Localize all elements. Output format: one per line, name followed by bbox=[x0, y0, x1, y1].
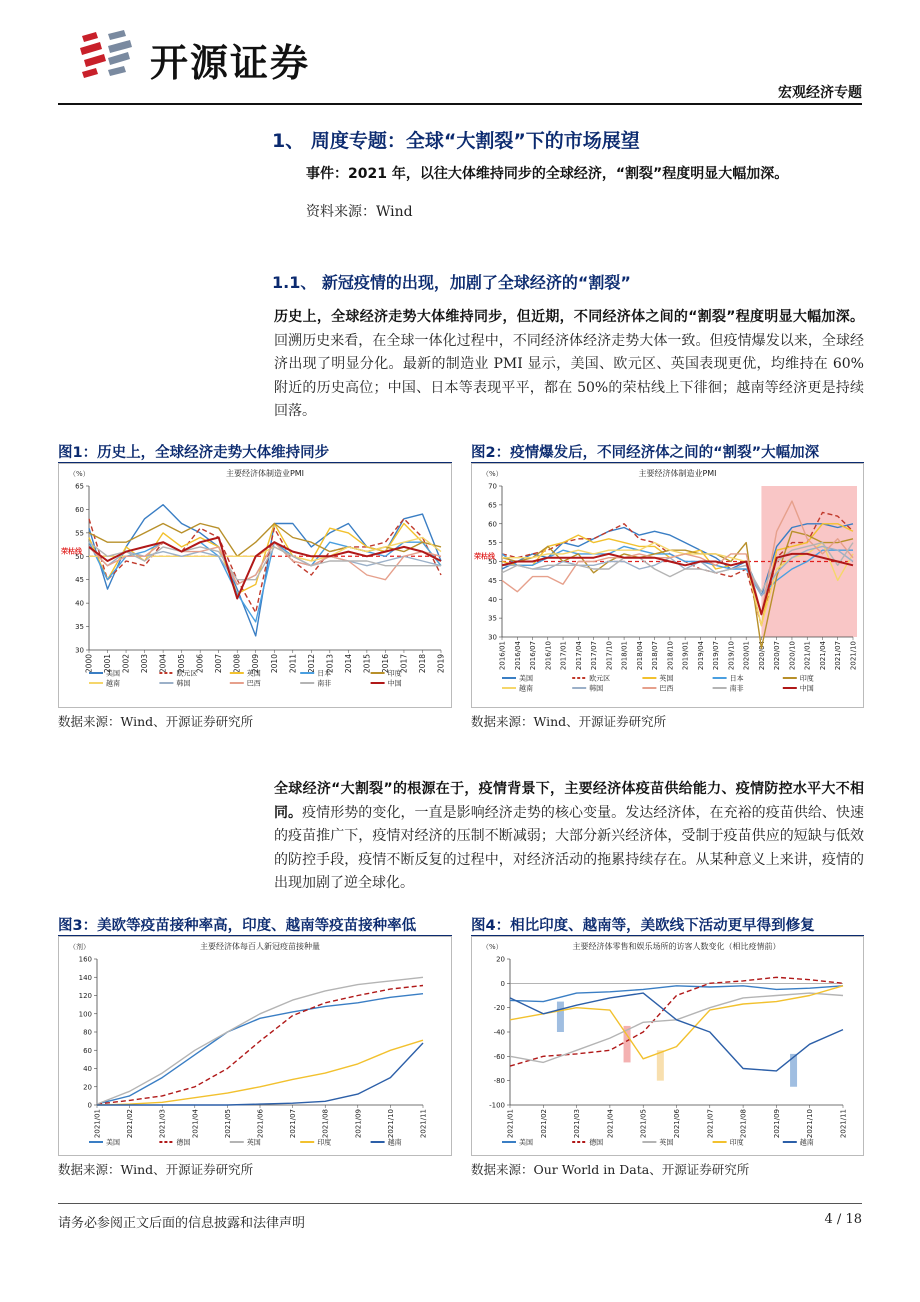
y-tick-label: 70 bbox=[488, 482, 497, 491]
y-tick-label: 140 bbox=[78, 973, 92, 982]
x-tick-label: 2008 bbox=[232, 654, 242, 674]
y-tick-label: 100 bbox=[78, 1010, 92, 1019]
x-tick-label: 2020/04 bbox=[757, 641, 766, 671]
reference-label: 荣枯线 bbox=[474, 552, 495, 561]
chart-title: 主要经济体每百人新冠疫苗接种量 bbox=[200, 942, 320, 951]
y-tick-label: 120 bbox=[78, 992, 92, 1000]
x-tick-label: 2016 bbox=[380, 654, 390, 674]
legend-label: 日本 bbox=[729, 674, 744, 683]
paragraph-1-body: 回溯历史来看，在全球一体化过程中，不同经济体经济走势大体一致。但疫情爆发以来，全球经济出现了明显分化。最新的制造业 PMI 显示，美国、欧元区、英国表现更优，均维持在 60%附近的历史高位；中国、日本等表现平平，都在 50%的荣枯线上下徘徊；越南等经济更是持续回落。 bbox=[274, 332, 864, 419]
kaiyuan-logo-icon bbox=[78, 30, 140, 82]
y-tick-label: 35 bbox=[488, 614, 497, 623]
x-tick-label: 2018/04 bbox=[635, 641, 644, 671]
x-tick-label: 2021/08 bbox=[321, 1109, 330, 1139]
chart-title: 主要经济体制造业PMI bbox=[225, 469, 305, 478]
chart-title: 主要经济体零售和娱乐场所的访客人数变化（相比疫情前） bbox=[572, 942, 781, 951]
y-tick-label: 65 bbox=[75, 482, 84, 491]
y-unit-label: （剂） bbox=[69, 943, 90, 951]
x-tick-label: 2017/04 bbox=[574, 641, 583, 671]
y-tick-label: 60 bbox=[75, 505, 84, 514]
legend-label: 越南 bbox=[106, 679, 120, 688]
series-line-印度 bbox=[97, 1040, 423, 1105]
section-title: 1、 周度专题：全球“大割裂”下的市场展望 bbox=[272, 130, 640, 152]
x-tick-label: 2009 bbox=[251, 654, 261, 674]
x-tick-label: 2020/10 bbox=[788, 641, 797, 671]
legend-label: 欧元区 bbox=[176, 669, 198, 678]
x-tick-label: 2016/10 bbox=[544, 641, 553, 671]
y-tick-label: 20 bbox=[83, 1083, 92, 1092]
series-line-越南 bbox=[97, 1043, 423, 1105]
y-tick-label: 20 bbox=[496, 955, 505, 964]
fig2-chart bbox=[472, 464, 863, 707]
y-tick-label: 35 bbox=[75, 623, 84, 632]
legend-label: 德国 bbox=[589, 1138, 604, 1147]
x-tick-label: 2016/01 bbox=[498, 641, 507, 671]
x-tick-label: 2021/03 bbox=[158, 1109, 167, 1139]
x-tick-label: 2021/05 bbox=[223, 1109, 232, 1139]
y-tick-label: 40 bbox=[75, 599, 84, 608]
x-tick-label: 2021/10 bbox=[806, 1109, 815, 1139]
y-tick-label: -40 bbox=[493, 1028, 505, 1037]
y-tick-label: 50 bbox=[75, 552, 84, 561]
y-tick-label: 0 bbox=[87, 1101, 92, 1110]
event-source: 资料来源：Wind bbox=[306, 204, 413, 220]
x-tick-label: 2017/10 bbox=[605, 641, 614, 671]
fig1-chart bbox=[59, 464, 451, 707]
legend-label: 印度 bbox=[799, 674, 814, 683]
x-tick-label: 2021/09 bbox=[772, 1109, 781, 1139]
legend-label: 韩国 bbox=[589, 684, 604, 693]
legend-label: 美国 bbox=[106, 1138, 120, 1147]
x-tick-label: 2000 bbox=[84, 654, 94, 674]
x-tick-label: 2003 bbox=[140, 654, 150, 674]
subsection-title: 1.1、 新冠疫情的出现，加剧了全球经济的“割裂” bbox=[272, 273, 631, 292]
legend-label: 越南 bbox=[799, 1138, 814, 1147]
legend-label: 南非 bbox=[317, 679, 332, 688]
y-tick-label: 60 bbox=[488, 520, 497, 529]
x-tick-label: 2018/01 bbox=[620, 641, 629, 671]
x-tick-label: 2021/10 bbox=[386, 1109, 395, 1139]
y-tick-label: 45 bbox=[488, 576, 497, 585]
x-tick-label: 2018/10 bbox=[666, 641, 675, 671]
y-tick-label: 55 bbox=[488, 539, 497, 548]
x-tick-label: 2021/07 bbox=[834, 641, 843, 671]
series-line-美国 bbox=[97, 994, 423, 1104]
x-tick-label: 2020/01 bbox=[742, 641, 751, 671]
legend-label: 越南 bbox=[519, 684, 533, 693]
fig1-source: 数据来源：Wind、开源证券研究所 bbox=[58, 714, 254, 729]
x-tick-label: 2017/01 bbox=[559, 641, 568, 671]
fig3-chart bbox=[59, 937, 451, 1155]
x-tick-label: 2013 bbox=[325, 654, 335, 674]
x-tick-label: 2010 bbox=[269, 654, 279, 674]
legend-label: 英国 bbox=[246, 1138, 261, 1147]
x-tick-label: 2019/07 bbox=[712, 641, 721, 671]
y-tick-label: 65 bbox=[488, 501, 497, 510]
x-tick-label: 2018/07 bbox=[651, 641, 660, 671]
legend-label: 印度 bbox=[729, 1138, 744, 1147]
x-tick-label: 2006 bbox=[195, 654, 205, 674]
legend-label: 巴西 bbox=[659, 684, 674, 693]
y-tick-label: 160 bbox=[78, 955, 92, 964]
event-summary: 事件：2021 年，以往大体维持同步的全球经济，“割裂”程度明显大幅加深。 bbox=[306, 166, 789, 182]
paragraph-2-lead: 全球经济“大割裂”的根源在于，疫情背景下，主要经济体疫苗供给能力、疫情防控水平大不相同。 bbox=[274, 781, 864, 821]
x-tick-label: 2017/07 bbox=[590, 641, 599, 671]
x-tick-label: 2002 bbox=[121, 654, 131, 674]
x-tick-label: 2021/01 bbox=[803, 641, 812, 671]
paragraph-2-body: 疫情形势的变化，一直是影响经济走势的核心变量。发达经济体，在充裕的疫苗供给、快速的疫苗推广下，疫情对经济的压制不断减弱；大部分新兴经济体，受制于疫苗供应的短缺与低效的防控手段，疫情不断反复的过程中，对经济活动的拖累持续存在。从某种意义上来讲，疫情的出现加剧了逆全球化。 bbox=[274, 804, 865, 891]
x-tick-label: 2021/08 bbox=[739, 1109, 748, 1139]
fig4-title: 图4：相比印度、越南等，美欧线下活动更早得到修复 bbox=[471, 918, 815, 934]
legend-label: 德国 bbox=[176, 1138, 191, 1147]
report-type: 宏观经济专题 bbox=[778, 85, 862, 101]
x-tick-label: 2016/07 bbox=[529, 641, 538, 671]
x-tick-label: 2021/01 bbox=[506, 1109, 515, 1139]
x-tick-label: 2021/04 bbox=[818, 641, 827, 671]
footer-disclaimer: 请务必参阅正文后面的信息披露和法律声明 bbox=[58, 1216, 306, 1231]
x-tick-label: 2020/07 bbox=[773, 641, 782, 671]
y-tick-label: 30 bbox=[75, 646, 84, 655]
y-tick-label: 0 bbox=[500, 979, 505, 988]
fig2-source: 数据来源：Wind、开源证券研究所 bbox=[471, 714, 667, 729]
y-tick-label: 80 bbox=[83, 1028, 92, 1037]
x-tick-label: 2019/04 bbox=[696, 641, 705, 671]
fig1-title: 图1：历史上，全球经济走势大体维持同步 bbox=[58, 445, 330, 461]
legend-label: 美国 bbox=[519, 1138, 533, 1147]
legend-label: 巴西 bbox=[246, 679, 261, 688]
highlight-bar bbox=[557, 1002, 564, 1032]
y-tick-label: 60 bbox=[83, 1046, 92, 1055]
brand-name: 开源证券 bbox=[150, 41, 311, 85]
y-unit-label: （%） bbox=[482, 470, 503, 478]
paragraph-2 bbox=[274, 778, 864, 896]
x-tick-label: 2021/07 bbox=[706, 1109, 715, 1139]
x-tick-label: 2001 bbox=[103, 654, 113, 674]
header-divider bbox=[58, 103, 862, 105]
legend-label: 越南 bbox=[387, 1138, 402, 1147]
x-tick-label: 2021/04 bbox=[606, 1109, 615, 1139]
x-tick-label: 2005 bbox=[177, 654, 187, 674]
y-tick-label: 40 bbox=[488, 595, 497, 604]
x-tick-label: 2021/09 bbox=[354, 1109, 363, 1139]
fig4-chart bbox=[472, 937, 863, 1155]
x-tick-label: 2016/04 bbox=[513, 641, 522, 671]
x-tick-label: 2021/01 bbox=[93, 1109, 102, 1139]
y-tick-label: -60 bbox=[493, 1052, 505, 1061]
x-tick-label: 2021/06 bbox=[256, 1109, 265, 1139]
fig2-chart-box bbox=[471, 463, 864, 708]
x-tick-label: 2021/03 bbox=[573, 1109, 582, 1139]
legend-label: 美国 bbox=[106, 669, 120, 678]
legend-label: 英国 bbox=[659, 1138, 674, 1147]
legend-label: 欧元区 bbox=[589, 674, 611, 683]
legend-label: 日本 bbox=[317, 669, 332, 678]
x-tick-label: 2012 bbox=[306, 654, 316, 674]
x-tick-label: 2014 bbox=[343, 654, 353, 674]
x-tick-label: 2004 bbox=[158, 654, 168, 674]
fig3-source: 数据来源：Wind、开源证券研究所 bbox=[58, 1162, 254, 1177]
legend-label: 英国 bbox=[246, 669, 261, 678]
x-tick-label: 2015 bbox=[362, 654, 372, 674]
y-unit-label: （%） bbox=[482, 943, 503, 951]
legend-label: 美国 bbox=[519, 674, 533, 683]
x-tick-label: 2011 bbox=[288, 654, 298, 674]
legend-label: 中国 bbox=[387, 679, 402, 688]
paragraph-1-lead: 历史上，全球经济走势大体维持同步，但近期，不同经济体之间的“割裂”程度明显大幅加深。 bbox=[274, 309, 864, 325]
x-tick-label: 2007 bbox=[214, 654, 224, 674]
x-tick-label: 2017 bbox=[399, 654, 409, 674]
y-tick-label: -100 bbox=[489, 1101, 505, 1110]
x-tick-label: 2021/11 bbox=[839, 1109, 848, 1139]
fig3-chart-box bbox=[58, 936, 452, 1156]
x-tick-label: 2021/06 bbox=[673, 1109, 681, 1139]
fig3-title: 图3：美欧等疫苗接种率高，印度、越南等疫苗接种率低 bbox=[58, 918, 417, 934]
x-tick-label: 2021/02 bbox=[539, 1109, 548, 1139]
page-header bbox=[58, 22, 862, 106]
paragraph-1 bbox=[274, 306, 864, 424]
x-tick-label: 2021/10 bbox=[849, 641, 858, 671]
fig1-chart-box bbox=[58, 463, 452, 708]
fig2-title: 图2：疫情爆发后，不同经济体之间的“割裂”大幅加深 bbox=[471, 445, 820, 461]
legend-label: 英国 bbox=[659, 674, 674, 683]
y-unit-label: （%） bbox=[69, 470, 90, 478]
x-tick-label: 2018 bbox=[417, 654, 427, 674]
x-tick-label: 2019/01 bbox=[681, 641, 690, 671]
y-tick-label: -80 bbox=[493, 1077, 505, 1086]
legend-label: 中国 bbox=[799, 684, 814, 693]
fig4-source: 数据来源：Our World in Data、开源证券研究所 bbox=[471, 1162, 750, 1177]
x-tick-label: 2021/11 bbox=[419, 1109, 428, 1139]
legend-label: 南非 bbox=[729, 684, 744, 693]
x-tick-label: 2019 bbox=[436, 654, 446, 674]
x-tick-label: 2019/10 bbox=[727, 641, 736, 671]
highlight-bar bbox=[657, 1050, 664, 1080]
footer-divider bbox=[58, 1203, 862, 1204]
legend-label: 印度 bbox=[387, 669, 402, 678]
x-tick-label: 2021/02 bbox=[126, 1109, 135, 1139]
page-number: 4 / 18 bbox=[824, 1212, 862, 1227]
x-tick-label: 2021/05 bbox=[639, 1109, 648, 1139]
legend-label: 印度 bbox=[317, 1138, 332, 1147]
y-tick-label: 45 bbox=[75, 576, 84, 585]
reference-label: 荣枯线 bbox=[61, 547, 82, 556]
y-tick-label: 55 bbox=[75, 529, 84, 538]
chart-title: 主要经济体制造业PMI bbox=[638, 469, 717, 478]
y-tick-label: 40 bbox=[83, 1065, 92, 1073]
x-tick-label: 2021/07 bbox=[289, 1109, 298, 1139]
legend-label: 韩国 bbox=[176, 679, 191, 688]
y-tick-label: 50 bbox=[488, 558, 497, 566]
y-tick-label: 30 bbox=[488, 633, 497, 642]
fig4-chart-box bbox=[471, 936, 864, 1156]
y-tick-label: -20 bbox=[493, 1004, 505, 1013]
x-tick-label: 2021/04 bbox=[191, 1109, 200, 1139]
